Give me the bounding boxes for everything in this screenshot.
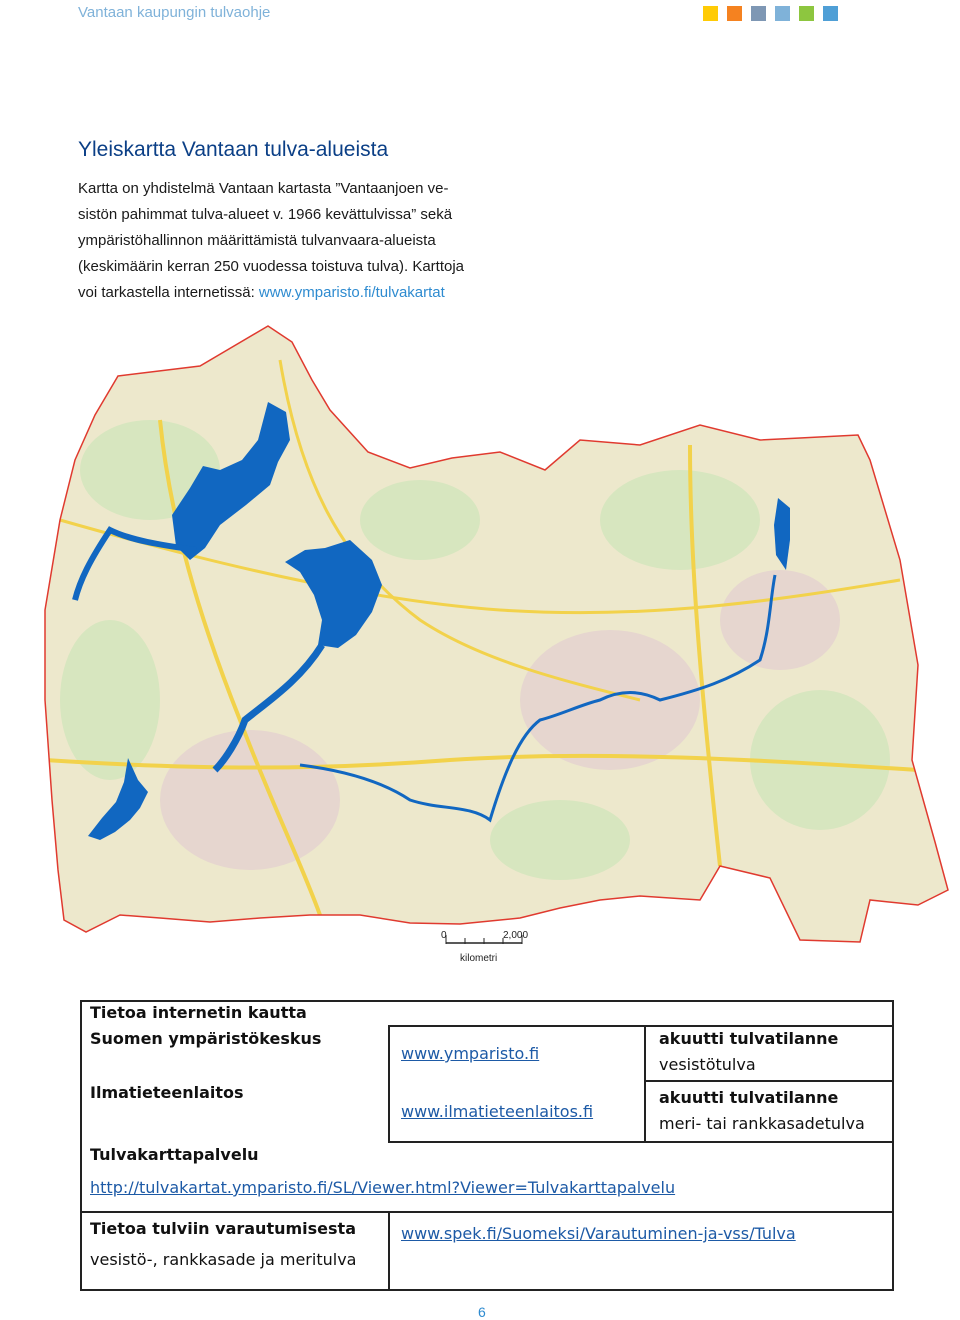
page-title: Yleiskartta Vantaan tulva-alueista: [78, 138, 389, 161]
forest-area: [60, 620, 160, 780]
flood-map: [0, 318, 960, 980]
syke-link[interactable]: www.ymparisto.fi: [401, 1044, 540, 1063]
fmi-desc-1: akuutti tulvatilanne: [659, 1088, 839, 1107]
color-squares: [703, 6, 838, 21]
table-border-right: [892, 1000, 894, 1291]
urban-area: [720, 570, 840, 670]
color-square: [703, 6, 718, 21]
syke-desc-1: akuutti tulvatilanne: [659, 1029, 839, 1048]
forest-area: [360, 480, 480, 560]
intro-line-prefix: voi tarkastella internetissä:: [78, 284, 259, 301]
table-divider: [388, 1211, 390, 1291]
forest-area: [600, 470, 760, 570]
page-number: 6: [478, 1304, 486, 1320]
syke-name: Suomen ympäristökeskus: [90, 1029, 322, 1048]
scale-bar: [441, 930, 528, 964]
table-divider: [644, 1080, 894, 1082]
info-table: [80, 1000, 894, 1291]
forest-area: [490, 800, 630, 880]
color-square: [799, 6, 814, 21]
intro-line: sistön pahimmat tulva-alueet v. 1966 kevättulvissa” sekä: [78, 206, 453, 223]
table-divider: [388, 1025, 894, 1027]
intro-line: ympäristöhallinnon määrittämistä tulvanvaara-alueista: [78, 232, 436, 249]
table-border-left: [80, 1000, 82, 1291]
scale-end-label: 2,000: [503, 930, 529, 941]
intro-line: (keskimäärin kerran 250 vuodessa toistuva tulva). Karttoja: [78, 258, 465, 275]
spek-link[interactable]: www.spek.fi/Suomeksi/Varautuminen-ja-vss/Tulva: [401, 1224, 796, 1243]
color-square: [823, 6, 838, 21]
intro-text: [78, 176, 498, 306]
table-divider: [644, 1025, 646, 1143]
table-border-bottom: [80, 1289, 894, 1291]
tulvakartat-link[interactable]: www.ymparisto.fi/tulvakartat: [258, 284, 445, 301]
syke-desc-2: vesistötulva: [659, 1055, 756, 1074]
color-square: [751, 6, 766, 21]
section2-sub: vesistö-, rankkasade ja meritulva: [90, 1250, 357, 1269]
table-divider: [80, 1211, 894, 1213]
service-link[interactable]: http://tulvakartat.ymparisto.fi/SL/Viewer.html?Viewer=Tulvakarttapalvelu: [90, 1178, 676, 1197]
section1-title: Tietoa internetin kautta: [90, 1003, 307, 1022]
table-divider: [388, 1141, 894, 1143]
section2-title: Tietoa tulviin varautumisesta: [90, 1219, 356, 1238]
color-square: [775, 6, 790, 21]
scale-unit-label: kilometri: [460, 953, 498, 964]
intro-line: [78, 280, 498, 306]
fmi-desc-2: meri- tai rankkasadetulva: [659, 1114, 865, 1133]
table-border-top: [80, 1000, 894, 1002]
scale-start-label: 0: [441, 930, 447, 941]
table-divider: [388, 1025, 390, 1143]
fmi-name: Ilmatieteenlaitos: [90, 1083, 244, 1102]
color-square: [727, 6, 742, 21]
running-header: Vantaan kaupungin tulvaohje: [78, 4, 271, 21]
service-name: Tulvakarttapalvelu: [90, 1145, 259, 1164]
intro-line: Kartta on yhdistelmä Vantaan kartasta ”Vantaanjoen ve-: [78, 180, 449, 197]
fmi-link[interactable]: www.ilmatieteenlaitos.fi: [401, 1102, 594, 1121]
urban-area: [520, 630, 700, 770]
